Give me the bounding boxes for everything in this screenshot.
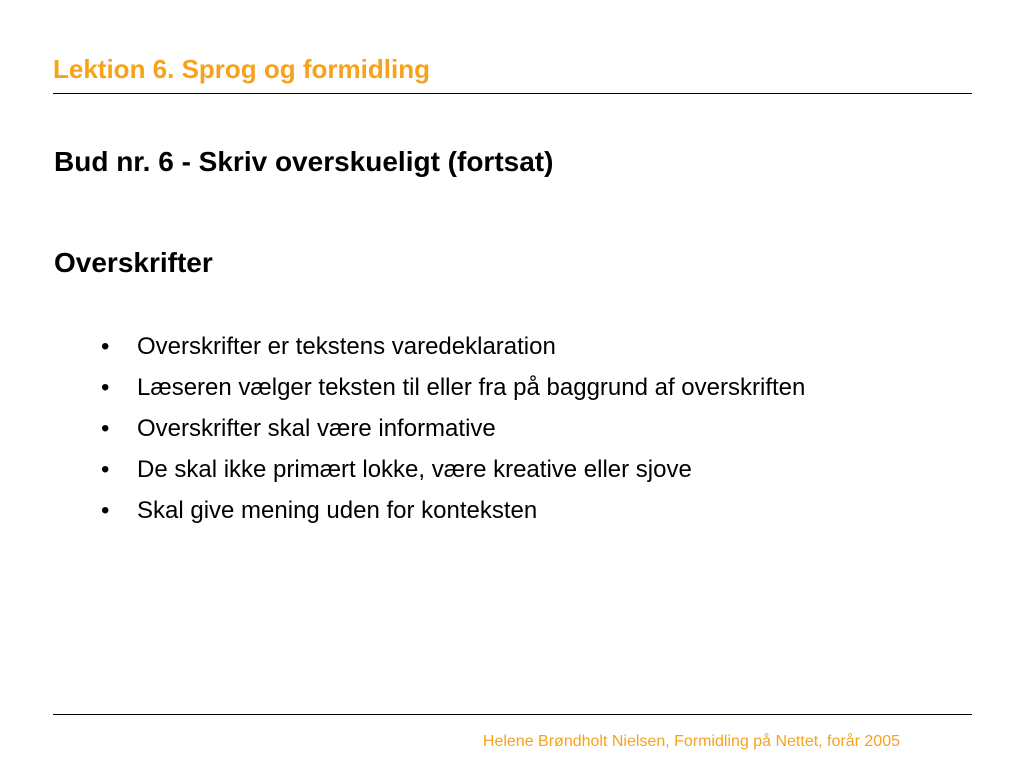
bullet-text: Overskrifter skal være informative (137, 415, 496, 442)
header-divider (53, 93, 972, 94)
bullet-icon: • (101, 497, 110, 524)
section-heading: Overskrifter (54, 247, 213, 278)
bullet-text: Overskrifter er tekstens varedeklaration (137, 333, 556, 360)
bullet-icon: • (101, 415, 110, 442)
footer-divider (53, 714, 972, 715)
slide-title: Bud nr. 6 - Skriv overskueligt (fortsat) (54, 146, 554, 177)
bullet-icon: • (101, 374, 110, 401)
bullet-text: Skal give mening uden for konteksten (137, 497, 538, 524)
lesson-title: Lektion 6. Sprog og formidling (53, 54, 430, 84)
bullet-icon: • (101, 456, 110, 483)
bullet-text: Læseren vælger teksten til eller fra på baggrund af overskriften (137, 374, 806, 401)
footer-credit: Helene Brøndholt Nielsen, Formidling på Nettet, forår 2005 (482, 733, 900, 750)
bullet-icon: • (101, 333, 110, 360)
bullet-text: De skal ikke primært lokke, være kreative eller sjove (137, 456, 692, 483)
